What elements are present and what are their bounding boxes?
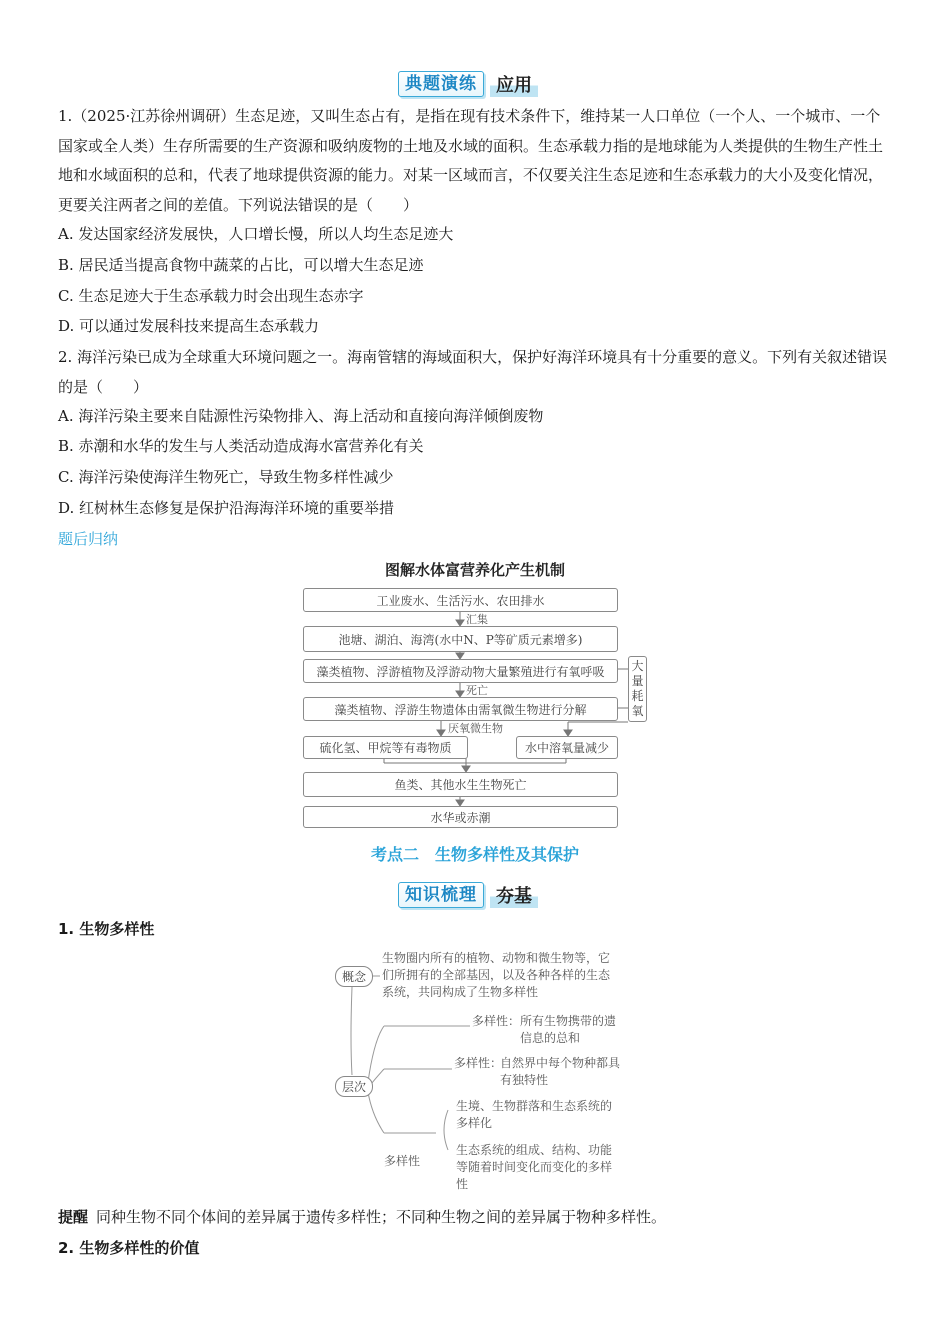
diagram-title: 图解水体富营养化产生机制 [384,561,565,579]
q1-option-c: C. 生态足迹大于生态承载力时会出现生态赤字 [58,287,364,305]
q2-option-c: C. 海洋污染使海洋生物死亡，导致生物多样性减少 [58,468,394,486]
mindmap-concept-node: 概念 [335,966,373,987]
question-1-stem: 1.（2025·江苏徐州调研）生态足迹，又叫生态占有，是指在现有技术条件下，维持某一人口单位（一个人、一个城市、一个国家或全人类）生存所需要的生产资源和吸纳废物的土地及水域的面积。生态承载力指的是地球能为人类提供的生物生产性土地和水域面积的总和，代表了地球提供资源的能力。对某一区域而言，不仅要关注生态足迹和生态承载力的大小及变化情况，更要关注两者之间的差值。下列说法错误的是（ ） [58,107,884,214]
heading-biodiversity-value: 2. 生物多样性的价值 [58,1239,200,1257]
flow-label-anaerobic: 厌氧微生物 [448,722,503,735]
mindmap-level-node: 层次 [335,1076,373,1097]
q2-option-b: B. 赤潮和水华的发生与人类活动造成海水富营养化有关 [58,437,424,455]
banner-box-label: 典题演练 [398,71,484,97]
q1-option-a: A. 发达国家经济发展快，人口增长慢，所以人均生态足迹大 [58,225,454,243]
banner-tail-label: 应用 [490,71,538,97]
reminder-text: 同种生物不同个体间的差异属于遗传多样性；不同种生物之间的差异属于物种多样性。 [96,1208,667,1226]
mindmap-level3-desc1: 生境、生物群落和生态系统的多样化 [456,1099,613,1130]
flow-box-oxygen-drop: 水中溶氧量减少 [516,736,618,759]
mindmap-level1-suffix: 多样性： [472,1014,521,1028]
flow-label-collect: 汇集 [466,613,488,626]
flow-box-oxygen-consumption: 大量耗氧 [628,656,647,722]
q2-option-a: A. 海洋污染主要来自陆源性污染物排入、海上活动和直接向海洋倾倒废物 [58,407,544,425]
flow-label-death: 死亡 [466,684,488,697]
kaodian-title: 考点二 生物多样性及其保护 [370,845,579,864]
mindmap-concept-text: 生物圈内所有的植物、动物和微生物等，它们所拥有的全部基因，以及各种各样的生态系统，共同构成了生物多样性 [382,951,611,999]
flow-box-sources: 工业废水、生活污水、农田排水 [303,588,618,612]
reminder-label: 提醒 [58,1208,89,1226]
flow-box-fish-death: 鱼类、其他水生生物死亡 [303,772,618,797]
q1-option-b: B. 居民适当提高食物中蔬菜的占比，可以增大生态足迹 [58,256,424,274]
mindmap-level3-suffix: 多样性 [384,1154,421,1168]
heading-biodiversity: 1. 生物多样性 [58,920,155,938]
banner-tail-label: 夯基 [490,882,538,908]
flow-box-toxic: 硫化氢、甲烷等有毒物质 [303,736,468,759]
q1-option-d: D. 可以通过发展科技来提高生态承载力 [58,317,320,335]
reminder-note [58,1206,666,1227]
summary-link: 题后归纳 [58,530,119,548]
flow-box-algae-bloom: 藻类植物、浮游植物及浮游动物大量繁殖进行有氧呼吸 [303,659,618,683]
mindmap-level2-desc: 自然界中每个物种都具有独特性 [500,1056,621,1087]
mindmap-level3-desc2: 生态系统的组成、结构、功能等随着时间变化而变化的多样性 [456,1143,613,1191]
flow-box-bloom: 水华或赤潮 [303,806,618,828]
flow-box-decomposition: 藻类植物、浮游生物遗体由需氧微生物进行分解 [303,697,618,721]
question-2-stem: 2. 海洋污染已成为全球重大环境问题之一。海南管辖的海域面积大，保护好海洋环境具有十分重要的意义。下列有关叙述错误的是（ ） [58,348,888,396]
banner-box-label: 知识梳理 [398,882,484,908]
flow-box-water-bodies: 池塘、湖泊、海湾(水中N、P等矿质元素增多) [303,626,618,652]
mindmap-level2-suffix: 多样性： [454,1056,503,1070]
mindmap-level1-desc: 所有生物携带的遗信息的总和 [520,1014,617,1045]
q2-option-d: D. 红树林生态修复是保护沿海海洋环境的重要举措 [58,499,395,517]
